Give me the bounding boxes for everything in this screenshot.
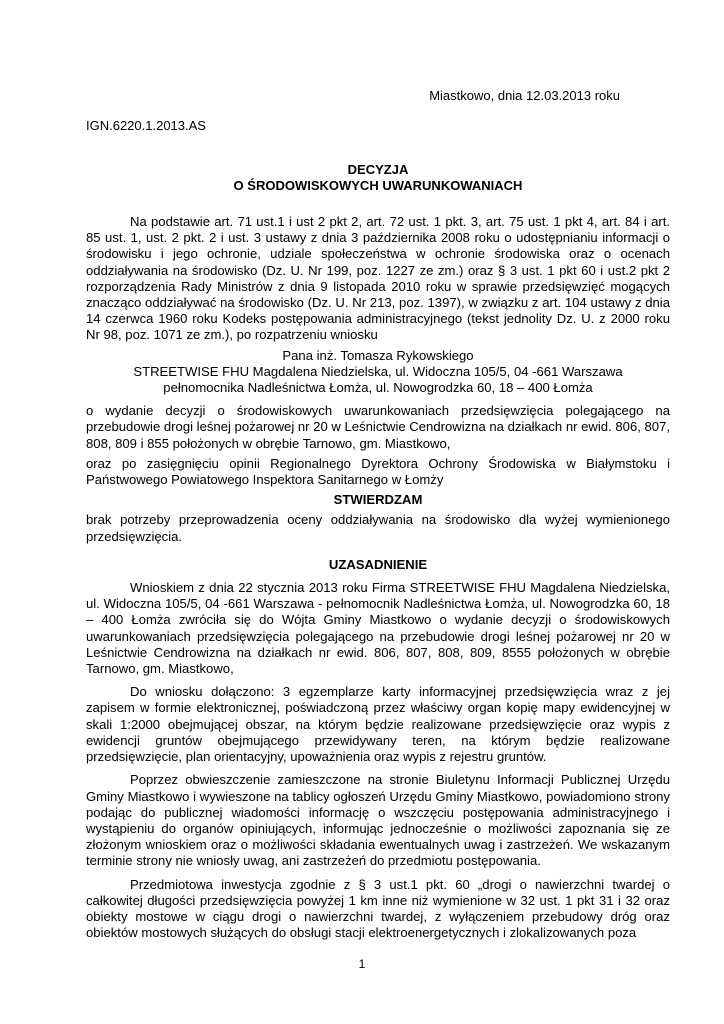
justification-paragraph: Do wniosku dołączono: 3 egzemplarze karty informacyjnej przedsięwzięcia wraz z jej zapisem w formie elektronicznej, poświadczoną przez właściwy organ kopię mapy ewidencyjnej w skali 1:2000 obejmującej obszar, na którym będzie realizowane przedsięwzięcie oraz wypis z ewidencji gruntów obejmującego przewidywany teren, na którym będzie realizowane przedsięwzięcie, plan orientacyjny, upoważnienia oraz wypis z rejestru gruntów. [86, 684, 670, 765]
consultation-paragraph: oraz po zasięgnięciu opinii Regionalnego Dyrektora Ochrony Środowiska w Białymstoku i Państwowego Powiatowego Inspektora Sanitarnego w Łomży [86, 455, 670, 488]
applicant-line-1: Pana inż. Tomasza Rykowskiego [282, 347, 474, 363]
reference-number: IGN.6220.1.2013.AS [86, 118, 206, 133]
title-line-1: DECYZJA [347, 162, 409, 177]
document-date: Miastkowo, dnia 12.03.2013 roku [429, 88, 620, 103]
applicant-line-2: STREETWISE FHU Magdalena Niedzielska, ul. Widoczna 105/5, 04 -661 Warszawa [133, 363, 623, 379]
applicant-line-3: pełnomocnika Nadleśnictwa Łomża, ul. Nowogrodzka 60, 18 – 400 Łomża [163, 380, 593, 396]
justification-paragraph: Przedmiotowa inwestycja zgodnie z § 3 ust.1 pkt. 60 „drogi o nawierzchni twardej o całkowitej długości przedsięwzięcia powyżej 1 km inne niż wymienione w 32 ust. 1 pkt 31 i 32 oraz obiekty mostowe w ciągu drogi o nawierzchni twardej, z wyłączeniem przebudowy dróg oraz obiektów mostowych służących do obsługi stacji elektroenergetycznych i zlokalizowanych poza [86, 876, 670, 941]
decision-paragraph: brak potrzeby przeprowadzenia oceny oddziaływania na środowisko dla wyżej wymienionego przedsięwzięcia. [86, 512, 670, 544]
page-number: 1 [358, 957, 366, 971]
decision-heading: STWIERDZAM [333, 492, 423, 508]
justification-heading: UZASADNIENIE [328, 556, 428, 572]
intro-paragraph: Na podstawie art. 71 ust.1 i ust 2 pkt 2, art. 72 ust. 1 pkt. 3, art. 75 ust. 1 pkt 4, art. 84 i art. 85 ust. 1, ust. 2 pkt. 2 i ust. 3 ustawy z dnia 3 października 2008 roku o udostępnianiu informacji o środowisku i jego ochronie, udziale społeczeństwa w ochronie środowiska oraz o ocenach oddziaływania na środowisko (Dz. U. Nr 199, poz. 1227 ze zm.) oraz § 3 ust. 1 pkt 60 i ust.2 pkt 2 rozporządzenia Rady Ministrów z dnia 9 listopada 2010 roku w sprawie przedsięwzięć mogących znacząco oddziaływać na środowisko (Dz. U. Nr 213, poz. 1397), w związku z art. 104 ustawy z dnia 14 czerwca 1960 roku Kodeks postępowania administracyjnego (tekst jednolity Dz. U. z 2000 roku Nr 98, poz. 1071 ze zm.), po rozpatrzeniu wniosku [86, 214, 670, 343]
document-title [86, 162, 670, 194]
justification-paragraph: Poprzez obwieszczenie zamieszczone na stronie Biuletynu Informacji Publicznej Urzędu Gminy Miastkowo i wywieszone na tablicy ogłoszeń Urzędu Gminy Miastkowo, powiadomiono strony podając do publicznej wiadomości informację o wszczęciu postępowania administracyjnego i wystąpieniu do organów opiniujących, informując jednocześnie o możliwości zapoznania się ze złożonym wnioskiem oraz o możliwości składania ewentualnych uwag i zastrzeżeń. We wskazanym terminie strony nie wniosły uwag, ani zastrzeżeń do przedmiotu postępowania. [86, 772, 670, 869]
request-paragraph: o wydanie decyzji o środowiskowych uwarunkowaniach przedsięwzięcia polegającego na przebudowie drogi leśnej pożarowej nr 20 w Leśnictwie Cendrowizna na działkach nr ewid. 806, 807, 808, 809 i 855 położonych w obrębie Tarnowo, gm. Miastkowo, [86, 403, 670, 451]
title-line-2: O ŚRODOWISKOWYCH UWARUNKOWANIACH [233, 178, 523, 193]
document-body [86, 214, 670, 941]
justification-paragraph: Wnioskiem z dnia 22 stycznia 2013 roku Firma STREETWISE FHU Magdalena Niedzielska, ul. Widoczna 105/5, 04 -661 Warszawa - pełnomocnik Nadleśnictwa Łomża, ul. Nowogrodzka 60, 18 – 400 Łomża zwróciła się do Wójta Gminy Miastkowo o wydanie decyzji o środowiskowych uwarunkowaniach przedsięwzięcia polegającego na przebudowie drogi leśnej pożarowej nr 20 w Leśnictwie Cendrowizna na działkach nr ewid. 806, 807, 808, 809, 8555 położonych w obrębie Tarnowo, gm. Miastkowo, [86, 580, 670, 677]
